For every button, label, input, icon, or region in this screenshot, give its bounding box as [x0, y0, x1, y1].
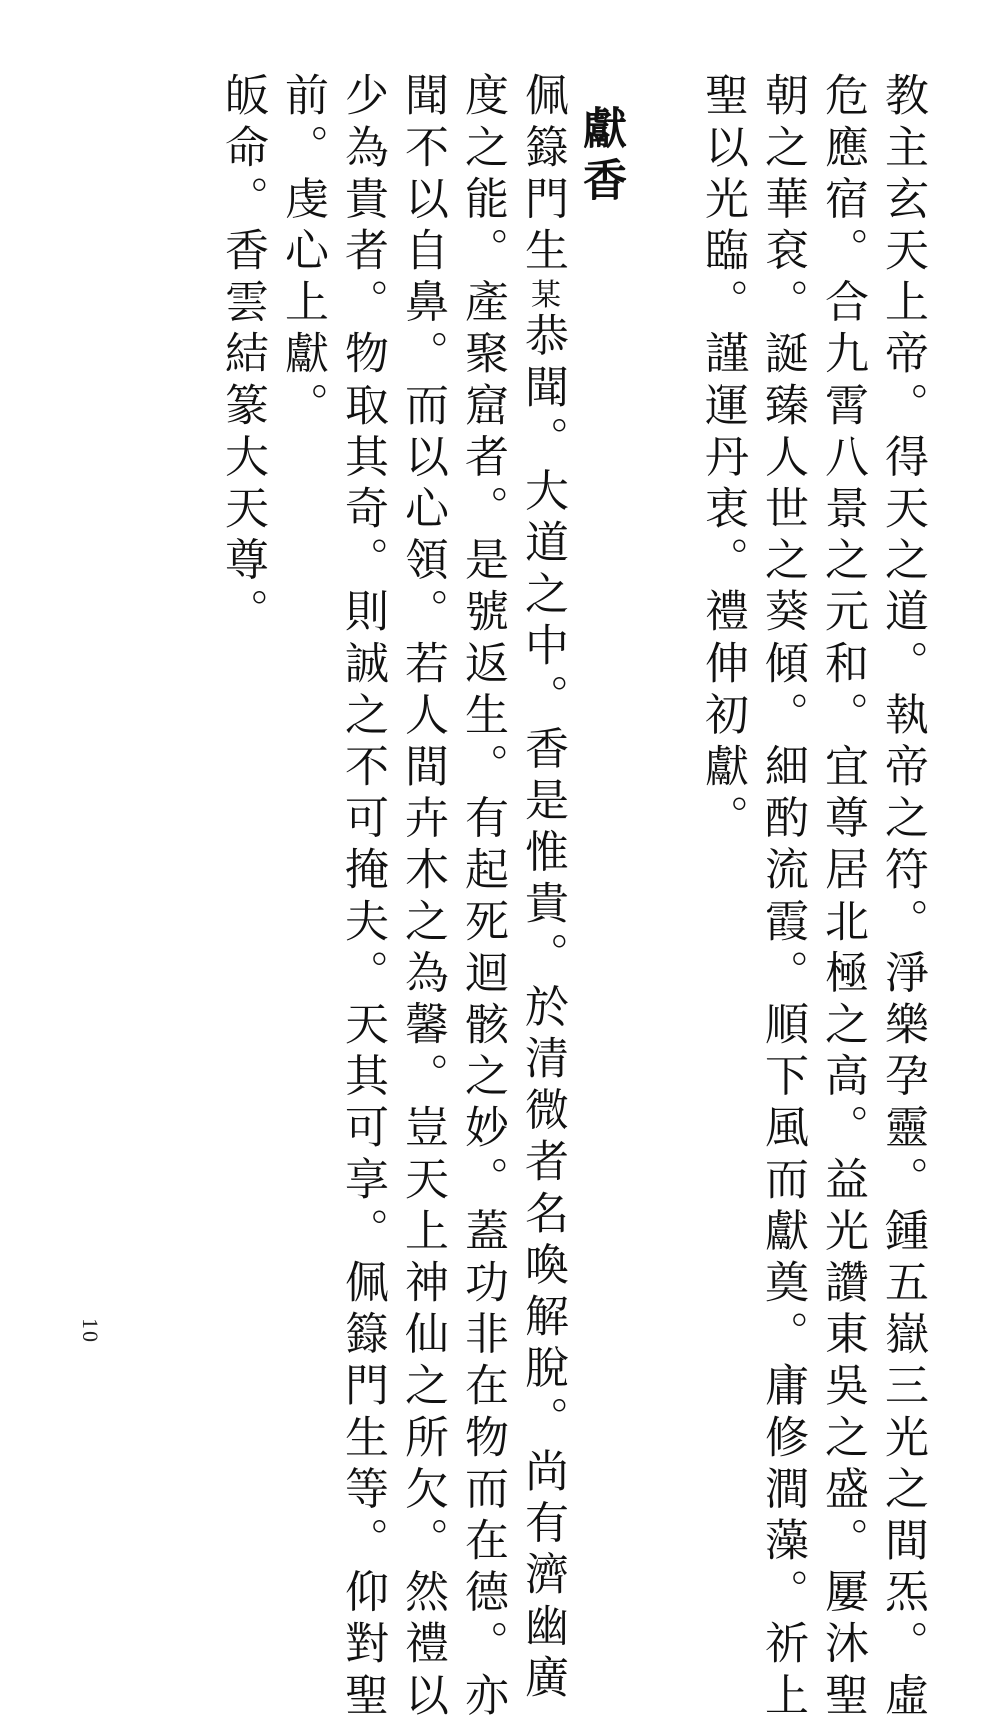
text-column-7: 聞不以自鼻。而以心領。若人間卉木之為馨。豈天上神仙之所欠。然禮以: [397, 72, 448, 1723]
text-column-9: 前。虔心上獻。: [277, 72, 328, 434]
text-column-2: 危應宿。合九霄八景之元和。宜尊居北極之高。益光讚東吳之盛。屢沐聖: [817, 72, 868, 1723]
text-prefix: 佩籙門生: [517, 72, 568, 279]
text-column-6: 度之能。產聚窟者。是號返生。有起死迴骸之妙。蓋功非在物而在德。亦: [457, 72, 508, 1723]
text-column-5: [512, 72, 572, 1706]
text-suffix: 恭聞。大道之中。香是惟貴。於清微者名喚解脫。尚有濟幽廣: [517, 312, 568, 1706]
section-heading: 獻香: [575, 105, 626, 209]
text-column-10: 皈命。香雲結篆大天尊。: [217, 72, 268, 640]
placeholder-name: 某: [525, 278, 560, 313]
text-column-4: 聖以光臨。謹運丹衷。禮伸初獻。: [697, 72, 748, 846]
text-column-1: 教主玄天上帝。得天之道。執帝之符。淨樂孕靈。鍾五嶽三光之間炁。虛: [877, 72, 928, 1723]
text-column-8: 少為貴者。物取其奇。則誠之不可掩夫。天其可享。佩籙門生等。仰對聖: [337, 72, 388, 1723]
text-column-3: 朝之華袞。誕臻人世之葵傾。細酌流霞。順下風而獻奠。庸修澗藻。祈上: [757, 72, 808, 1723]
page-number: 10: [78, 1318, 103, 1344]
